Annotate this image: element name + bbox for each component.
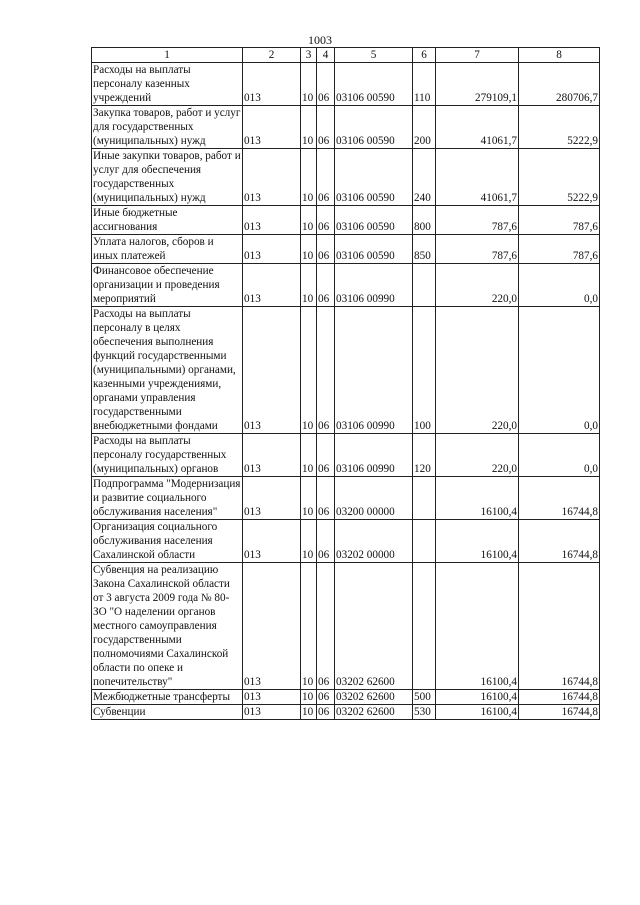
row-section-cell: 10	[301, 477, 317, 520]
row-expense-type-cell: 200	[413, 106, 436, 149]
row-amount-1-cell: 279109,1	[436, 63, 519, 106]
row-subsection-cell: 06	[317, 149, 335, 206]
row-target-article-cell: 03106 00590	[335, 63, 413, 106]
row-expense-type-cell: 120	[413, 434, 436, 477]
row-amount-1-cell: 220,0	[436, 434, 519, 477]
row-target-article-cell: 03106 00990	[335, 434, 413, 477]
row-expense-type-cell	[413, 563, 436, 690]
row-section-cell: 10	[301, 690, 317, 705]
page-number: 1003	[308, 33, 332, 47]
row-name-cell: Иные закупки товаров, работ и услуг для обеспечения государственных (муниципальных) нужд	[93, 150, 241, 204]
table-row	[92, 106, 600, 149]
table-row	[92, 690, 600, 705]
row-amount-2-cell: 787,6	[519, 235, 600, 264]
row-name-cell: Организация социального обслуживания населения Сахалинской области	[92, 520, 243, 563]
row-target-article-cell: 03202 62600	[335, 563, 413, 690]
row-section-cell: 10	[301, 206, 317, 235]
row-name-cell: Межбюджетные трансферты	[92, 690, 243, 705]
row-expense-type-cell	[413, 477, 436, 520]
row-name-cell: Расходы на выплаты персоналу в целях обеспечения выполнения функций государственными (муниципальными) органами, казенными учреждениями, органами управления государственными внебюджетными фондами	[92, 307, 243, 434]
table-row	[92, 520, 600, 563]
row-amount-2-cell: 0,0	[519, 264, 600, 307]
row-amount-2-cell: 280706,7	[519, 63, 600, 106]
row-amount-2-cell: 5222,9	[519, 149, 600, 206]
row-target-article-cell: 03106 00990	[335, 264, 413, 307]
row-subsection-cell: 06	[317, 705, 335, 720]
row-target-article-cell: 03106 00590	[335, 106, 413, 149]
row-target-article-cell: 03202 62600	[335, 690, 413, 705]
table-row	[92, 705, 600, 720]
row-target-article-cell: 03106 00590	[335, 235, 413, 264]
row-name-cell: Закупка товаров, работ и услуг для государственных (муниципальных) нужд	[92, 106, 243, 149]
row-grbs-cell: 013	[243, 235, 301, 264]
row-section-cell: 10	[301, 63, 317, 106]
row-grbs-cell: 013	[243, 563, 301, 690]
row-name-cell: Иные бюджетные ассигнования	[92, 206, 243, 235]
row-subsection-cell: 06	[317, 307, 335, 434]
row-name-cell: Подпрограмма "Модернизация и развитие социального обслуживания населения"	[92, 477, 243, 520]
row-subsection-cell: 06	[317, 63, 335, 106]
row-amount-2-cell: 16744,8	[519, 520, 600, 563]
row-amount-1-cell: 16100,4	[436, 690, 519, 705]
row-amount-1-cell: 41061,7	[436, 106, 519, 149]
row-section-cell: 10	[301, 563, 317, 690]
row-amount-2-cell: 787,6	[519, 206, 600, 235]
table-row	[92, 149, 600, 206]
row-amount-2-cell: 16744,8	[519, 477, 600, 520]
row-expense-type-cell	[413, 264, 436, 307]
row-subsection-cell: 06	[317, 563, 335, 690]
row-amount-1-cell: 16100,4	[436, 477, 519, 520]
row-amount-2-cell: 5222,9	[519, 106, 600, 149]
row-grbs-cell: 013	[243, 106, 301, 149]
row-subsection-cell: 06	[317, 264, 335, 307]
row-name-cell: Финансовое обеспечение организации и проведения мероприятий	[92, 264, 243, 307]
column-header: 1	[92, 48, 243, 63]
row-subsection-cell: 06	[317, 206, 335, 235]
row-amount-1-cell: 16100,4	[436, 705, 519, 720]
row-target-article-cell: 03202 62600	[335, 705, 413, 720]
row-subsection-cell: 06	[317, 106, 335, 149]
row-grbs-cell: 013	[243, 690, 301, 705]
row-amount-1-cell: 41061,7	[436, 149, 519, 206]
row-grbs-cell: 013	[243, 705, 301, 720]
row-grbs-cell: 013	[243, 63, 301, 106]
row-name-cell: Расходы на выплаты персоналу государственных (муниципальных) органов	[92, 434, 243, 477]
row-amount-1-cell: 787,6	[436, 235, 519, 264]
row-section-cell: 10	[301, 520, 317, 563]
row-expense-type-cell: 500	[413, 690, 436, 705]
row-grbs-cell: 013	[243, 434, 301, 477]
row-name-cell: Уплата налогов, сборов и иных платежей	[92, 235, 243, 264]
row-expense-type-cell: 100	[413, 307, 436, 434]
row-section-cell: 10	[301, 264, 317, 307]
row-grbs-cell: 013	[243, 477, 301, 520]
row-name-cell: Субвенции	[92, 705, 243, 720]
row-expense-type-cell	[413, 520, 436, 563]
column-header: 5	[335, 48, 413, 63]
column-header: 4	[317, 48, 335, 63]
row-grbs-cell: 013	[243, 264, 301, 307]
row-target-article-cell: 03106 00590	[335, 206, 413, 235]
row-amount-2-cell: 16744,8	[519, 705, 600, 720]
row-amount-1-cell: 16100,4	[436, 520, 519, 563]
table-row	[92, 477, 600, 520]
row-subsection-cell: 06	[317, 434, 335, 477]
row-amount-2-cell: 0,0	[519, 434, 600, 477]
row-section-cell: 10	[301, 235, 317, 264]
row-subsection-cell: 06	[317, 477, 335, 520]
column-header: 7	[436, 48, 519, 63]
row-subsection-cell: 06	[317, 520, 335, 563]
table-row	[92, 235, 600, 264]
row-subsection-cell: 06	[317, 690, 335, 705]
row-name-cell: Расходы на выплаты персоналу казенных учреждений	[92, 63, 243, 106]
row-amount-2-cell: 16744,8	[519, 690, 600, 705]
row-section-cell: 10	[301, 149, 317, 206]
row-target-article-cell: 03106 00590	[335, 149, 413, 206]
row-section-cell: 10	[301, 106, 317, 149]
table-row	[92, 63, 600, 106]
row-grbs-cell: 013	[243, 149, 301, 206]
row-expense-type-cell: 800	[413, 206, 436, 235]
row-target-article-cell: 03200 00000	[335, 477, 413, 520]
table-row	[92, 307, 600, 434]
row-grbs-cell: 013	[243, 307, 301, 434]
table-row	[92, 434, 600, 477]
row-amount-1-cell: 220,0	[436, 264, 519, 307]
row-section-cell: 10	[301, 434, 317, 477]
row-expense-type-cell: 530	[413, 705, 436, 720]
table-row	[92, 206, 600, 235]
table-row	[92, 264, 600, 307]
column-header: 6	[413, 48, 436, 63]
row-subsection-cell: 06	[317, 235, 335, 264]
row-section-cell: 10	[301, 705, 317, 720]
row-name-cell: Субвенция на реализацию Закона Сахалинской области от 3 августа 2009 года № 80-ЗО "О наделении органов местного самоуправления государственными полномочиями Сахалинской области по опеке и попечительству"	[92, 563, 243, 690]
row-amount-2-cell: 16744,8	[519, 563, 600, 690]
row-grbs-cell: 013	[243, 520, 301, 563]
table-row	[92, 563, 600, 690]
row-amount-2-cell: 0,0	[519, 307, 600, 434]
row-amount-1-cell: 787,6	[436, 206, 519, 235]
row-amount-1-cell: 220,0	[436, 307, 519, 434]
row-expense-type-cell: 850	[413, 235, 436, 264]
column-header: 2	[243, 48, 301, 63]
row-expense-type-cell: 240	[413, 149, 436, 206]
row-target-article-cell: 03202 00000	[335, 520, 413, 563]
column-header: 8	[519, 48, 600, 63]
row-expense-type-cell: 110	[413, 63, 436, 106]
header-row	[92, 48, 600, 63]
row-section-cell: 10	[301, 307, 317, 434]
column-header: 3	[301, 48, 317, 63]
budget-table	[91, 47, 600, 720]
row-grbs-cell: 013	[243, 206, 301, 235]
row-target-article-cell: 03106 00990	[335, 307, 413, 434]
row-amount-1-cell: 16100,4	[436, 563, 519, 690]
